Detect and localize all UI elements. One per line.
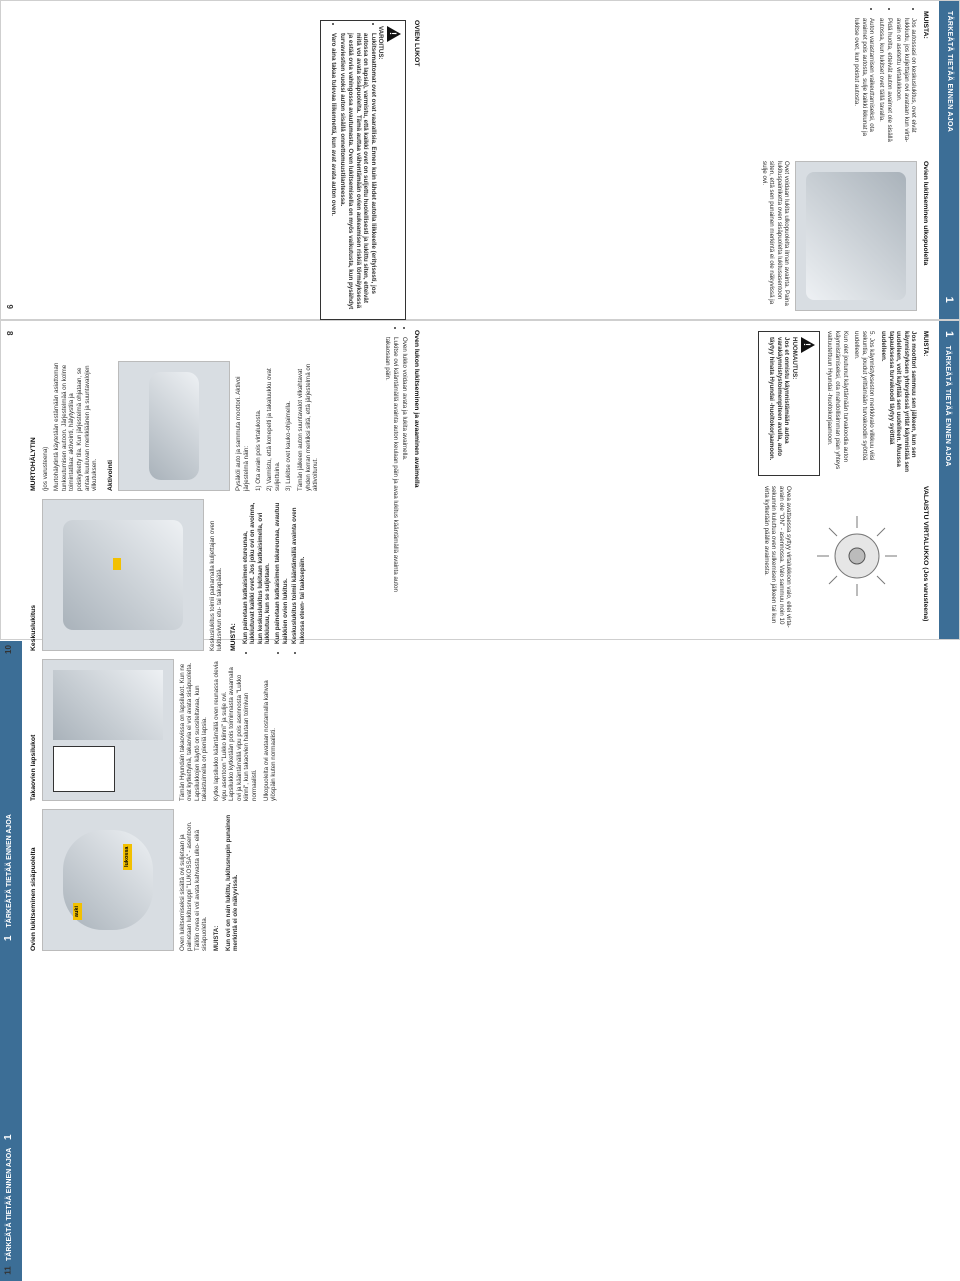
child-lock-inset (53, 746, 115, 792)
warning-icon: ! (387, 26, 401, 42)
switch-arrow-icon (113, 558, 121, 570)
note-list (853, 11, 918, 151)
chapter-title: TÄRKEÄTÄ TIETÄÄ ENNEN AJOA (6, 814, 13, 928)
locked-tag: lukossa (123, 844, 133, 870)
chapter-title: TÄRKEÄTÄ TIETÄÄ ENNEN AJOA (944, 345, 951, 467)
child-lock-illustration (42, 659, 174, 801)
note-column (849, 11, 929, 151)
inside-lock-column (30, 811, 244, 951)
alarm-title: MURTOHÄLYTIN (30, 437, 37, 491)
child-lock-text-3: Ulkopuolelta ovi avataan nostamalla kahvaa ylöspäin kuten normaalisti. (262, 680, 278, 801)
ignition-illustration (797, 486, 917, 626)
warning-icon: ! (801, 337, 815, 353)
ignition-title: VALAISTU VIRTALUKKO (Jos varusteena) (922, 486, 929, 622)
ignition-text: Ovea avattaessa syttyy virtalukkoon valo, ellei virta-avain ole "ON" - asennossa. Valo sammuu noin 10 sekunnin kuluttua oven sulkemisen jälkeen tai kun virta kytketään päälle avaimesta. (762, 486, 793, 628)
page-header (0, 961, 22, 1281)
page-header (0, 641, 22, 961)
note-title: MUISTA: (230, 623, 237, 651)
attention-text: Jos et onnistu käynnistämään autoa varakäynnistystoimenpiteen avulla, auto täytyy hinata Hyundai -huoltokorjaamoon. (768, 337, 791, 461)
security-column (759, 331, 930, 476)
key-lock-title: Oven lukon lukitseminen ja avaaminen avaimella (413, 330, 420, 488)
note-1 (921, 331, 929, 476)
outside-lock-title: Ovien lukitseminen ulkopuolelta (922, 161, 929, 266)
alarm-column (30, 361, 324, 491)
note-1-text: Jos moottori sammuu sen jälkeen, kun sen käynnistyksen yhteydessä yrität käynnistää sen uudelleen, voit käyttää sen uudelleen. Muussa tapauksessa turvakoodi täytyy syöttää uudelleen. (880, 331, 918, 473)
central-lock-title: Keskuslukitus (30, 604, 37, 651)
warning-title: VAROITUS: (377, 26, 385, 60)
alarm-subtitle: (jos varusteena) (41, 446, 49, 491)
activation-title: Aktivointi (106, 460, 114, 491)
note-item: • Pidä huolta, etteivät auton avaimet ole sisällä autossa, kun lukitset ovet tällä tavalla. (877, 18, 892, 151)
activation-step: 1) Ota avain pois virtalukosta. (254, 409, 262, 491)
chapter-number: 1 (3, 935, 14, 941)
warning-item: • Varo aina takaa tulevaa liikennettä, kun avat avata auton oven. (329, 33, 337, 314)
note-item: • Kun painetaan katkaisimen etureunaa, lukkiutuvat kaikki ovet. Jos joku ovi on avoinna, kun keskuslukitus lukitaan katkaisimella, ovi lukkiutuu, kun se suljetaan. (242, 501, 272, 644)
central-note-column (230, 501, 310, 651)
note-item: • Auton varastamisen vaikeuttamiseksi, ota avaimet pois autosta, sulje kaikki ikkunat ja lukitse ovet, kun poistut autosta. (853, 18, 876, 151)
activation-text: Tämän jälkeen auton suuntavalot vilkahtavat yhden kerran merkiksi siitä, että järjestelmä on aktivoitunut. (296, 363, 320, 491)
note-title: MUISTA: (212, 925, 220, 951)
page-number: 11 (3, 1266, 13, 1275)
warning-item: • Lukitsemattomat ovet ovat vaarallisia. Ennen kuin lähdet autolla liikkeelle (erityisesti, jos autossa on lapsia), varmistu, että kaikki ovet on suljettu huolellisesti ja lukittu siten, etteivät niitä voi avata sisäpuolelta. Tämä auttaa vähentämään ovien aukeamisen riskiä törmäyksessä ja estää ovia vahingossa avautumasta. Oven lukitsemisella on myös vaikutusta, kun pysähdyt turvaviestien vuoksi auton sisällä onnettomuustilanteessa. (339, 33, 377, 314)
child-lock-title: Takaovien lapsilukot (30, 734, 37, 801)
door-inside-illustration (42, 809, 174, 951)
page-number: 8 (5, 331, 14, 336)
central-lock-illustration (42, 499, 204, 651)
note-title: MUISTA: (922, 331, 929, 357)
chapter-title: TÄRKEÄTÄ TIETÄÄ ENNEN AJOA (946, 11, 953, 133)
central-lock-column (30, 501, 228, 651)
child-lock-text-2: Kytke lapsilukko kääntämällä oven reunassa olevia vipu asentoon "Lukko kiinni" ja sulje ovi. Lapsilukko kytketään pois toiminnasta avaamalla ovi ja kääntämällä vipu pois asennosta "Lukko kiinni", kun takaovien halutaan toimivan normaalisti. (212, 661, 258, 801)
step-5-text: 5. Jos käynnistykseston merkkivalo vilkkuu viisi sekuntia, joudut yrittämään turvakoodin syöttöä uudelleen. (853, 331, 876, 461)
note-item: • Jos autossasi on keskuslukitus, ovet eivät lukkiudu, jos kuljettajan ovi avataan kun virta-avain on asetettu virtalukkoon. (895, 18, 918, 151)
activation-step: 3) Lukitse ovet kauko-ohjaimella. (285, 400, 293, 491)
section-title: OVIEN LUKOT (413, 20, 420, 67)
alarm-text: Murtohälytintä käytetään estämään asiattoman tunkeutumisen autoon. Järjestelmää on kolme toimintatilaa: aktivointi, hälytystila ja poiskytketty tila. Kun järjestelmä ohjataan, se antaa kuuluvan merkkiäänen ja suuntavalojen vilkutuksen. (53, 362, 99, 491)
unlocked-tag: auki (73, 903, 83, 920)
central-lock-text: Keskuslukitus toimii painamalla kuljettajan oven lukitusvivun etu- tai takapäätä. (208, 520, 224, 651)
attention-box (759, 331, 820, 476)
activation-intro: Pysäköi auto ja sammuta moottori. Aktivoi järjestelmä näin: (235, 376, 250, 491)
car-illustration (118, 361, 230, 491)
note-title: MUISTA: (922, 11, 929, 39)
page-9 (0, 0, 960, 320)
chapter-number: 1 (943, 296, 955, 303)
page-header (939, 1, 959, 319)
outside-lock-column (756, 161, 929, 311)
activation-step: 2) Varmistu, että konepelti ja takaluukku ovat suljettuina. (266, 368, 281, 491)
outside-lock-text: Ovet voidaan lukita ulkopuolelta ilman avainta. Paina lukituspainiketta oven sisäpuolelta lukitusasentoon siten, että sen punainen merkintä ei ole näkyvissä ja sulje ovi. (760, 161, 791, 306)
door-outside-illustration (795, 161, 917, 311)
child-lock-text-1: Tämän Hyundain takaovissa on lapsilukot. Kun ne ovat kytkettyinä, takaovia ei voi avata sisäpuolelta. Lapsilukkojen käyttö on suositeltavaa, kun takaistuimella on pieniä lapsia. (178, 662, 209, 801)
note-item: • Keskuslukitus toimii kääntämällä avainta oven lukossa eteen- tai taaksepäin. (291, 501, 306, 644)
note-text: Kun ovi on nain lukittu, lukitusnupin punainen merkintä ei ole näkyvissä. (224, 814, 240, 951)
note-item: • Kun painetaan katkaisimen takareunaa, avautuu kaikkien ovien lukitus. (274, 501, 289, 644)
chapter-number: 1 (943, 331, 955, 338)
ignition-lamp-icon (797, 486, 917, 626)
inside-lock-text: Oven lukitsemiseksi sisältä ovi suljetaan ja painetaan lukitusnuppi "LUKOSSA" - asentoon. Tällöin ovea ei voi avata kahvasta ulko- eikä sisäpuolelta. (178, 821, 209, 951)
ignition-column (758, 486, 929, 631)
key-lock-item: • Lukitse ovi kääntämällä avainta auton keulaan päin ja avaa lukitus kääntämällä avainta auton takaosaan päin. (384, 337, 399, 610)
chapter-number: 1 (3, 1134, 14, 1140)
inside-lock-title: Ovien lukitseminen sisäpuolelta (30, 847, 37, 951)
page-header (939, 321, 959, 639)
chapter-title: TÄRKEÄTÄ TIETÄÄ ENNEN AJOA (6, 1147, 13, 1261)
page-number: 10 (3, 645, 13, 654)
service-text: Kun olet joutunut käyttämään turvakoodia auton käynnistämiseksi, ota mahdollisimman pian yhteys valtuutettuun Hyundai -huoltokorjaamoon. (826, 331, 849, 470)
child-lock-column (30, 661, 282, 801)
key-lock-item: • Oven lukko voidaan avata ja lukita avaimella. (401, 337, 409, 610)
attention-title: HUOMAUTUS: (790, 337, 798, 380)
page-number: 9 (5, 304, 14, 309)
